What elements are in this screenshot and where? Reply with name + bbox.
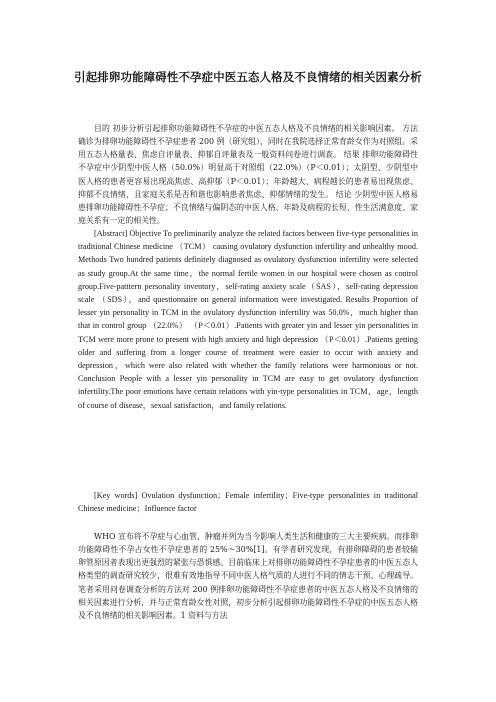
english-abstract-text: [Abstract] Objective To preliminarily analyze the related factors between five-type personalities in traditional Chinese medicine （TCM） causing ovulatory dysfunction infertility and unhealthy mood. Methods Two hundred patients definitely diagnosed as ovulatory dysfunction infertility were selected as study group.At the same time，the normal fertile women in our hospital were chosen as control group.Five-patttern personality inventory，self-rating anxiety scale（SAS），self-rating depression scale （SDS），and questionnaire on general information were investigated. Results Proportion of lesser yin personality in TCM in the ovulatory dysfunction infertility was 50.0%，much higher than that in control group （22.0%） （P＜0.01）.Patients with greater yin and lesser yin personalities in TCM were more prone to present with high anxiety and high depression （P＜0.01）.Patients getting older and suffering from a longer course of treatment were easier to occur with anxiety and depression，which were also related with whether the family relations were harmonious or not. Conclusion People with a lesser yin personality in TCM are easy to get ovulatory dysfunction infertility.The poor emotions have certain relations with yin-type personalities in TCM，age，length of course of disease，sexual satisfaction，and family relations. bbox=[78, 229, 418, 410]
keywords-section bbox=[78, 489, 418, 515]
introduction-section bbox=[78, 530, 418, 622]
chinese-abstract-text: 目的 初步分析引起排卵功能障碍性不孕症的中医五态人格及不良情绪的相关影响因素。 方法 确诊为排卵功能障碍性不孕症患者 200 例（研究组），同时在我院选择正常育龄女作为对照组。采用五态人格量表、焦虑自评量表、抑郁自评量表及一般资料问卷进行调查。 结果 排卵功能障碍性不孕症中少阴型中医人格（50.0%）明显高于对照组（22.0%）（P＜0.01）；太阴型、少阴型中医人格的患者更容易出现高焦虑、高抑郁（P＜0.01）；年龄越大、病程越长的患者易出现焦虑、抑郁不良情绪，且家庭关系是否和谐也影响患者焦虑、抑郁情绪的发生。 结论 少阴型中医人格易患排卵功能障碍性不孕症；不良情绪与偏阴态的中医人格、年龄及病程的长短、性生活满意度、家庭关系有一定的相关性。 bbox=[78, 124, 418, 226]
document-title: 引起排卵功能障碍性不孕症中医五态人格及不良情绪的相关因素分析 bbox=[74, 70, 422, 84]
introduction-text: WHO 宣布将不孕症与心血管、肿瘤并列为当今影响人类生活和健康的三大主要疾病。而排卵功能障碍性不孕占女性不孕症患者的 25%～30%[1]。有学者研究发现，有排卵障碍的患者较输卵管原因者表现出更强烈的紧张与恐惧感。目前临床上对排卵功能障碍性不孕症患者的中医五态人格类型的调查研究较少，很难有效地指导不同中医人格气质的人进行不同的情志干预、心理疏导。笔者采用问卷调查分析的方法对 200 例排卵功能障碍性不孕症患者的中医五态人格及不良情绪的相关因素进行分析，并与正常育龄女性对照，初步分析引起排卵功能障碍性不孕症的中医五态人格及不良情绪的相关影响因素。1 资料与方法 bbox=[78, 532, 418, 620]
keywords-text: [Key words] Ovulation dysfunction；Female infertility；Five-type personalities in traditional Chinese medicine；Influence factor bbox=[78, 491, 418, 514]
chinese-abstract bbox=[78, 122, 418, 227]
english-abstract bbox=[78, 227, 418, 412]
